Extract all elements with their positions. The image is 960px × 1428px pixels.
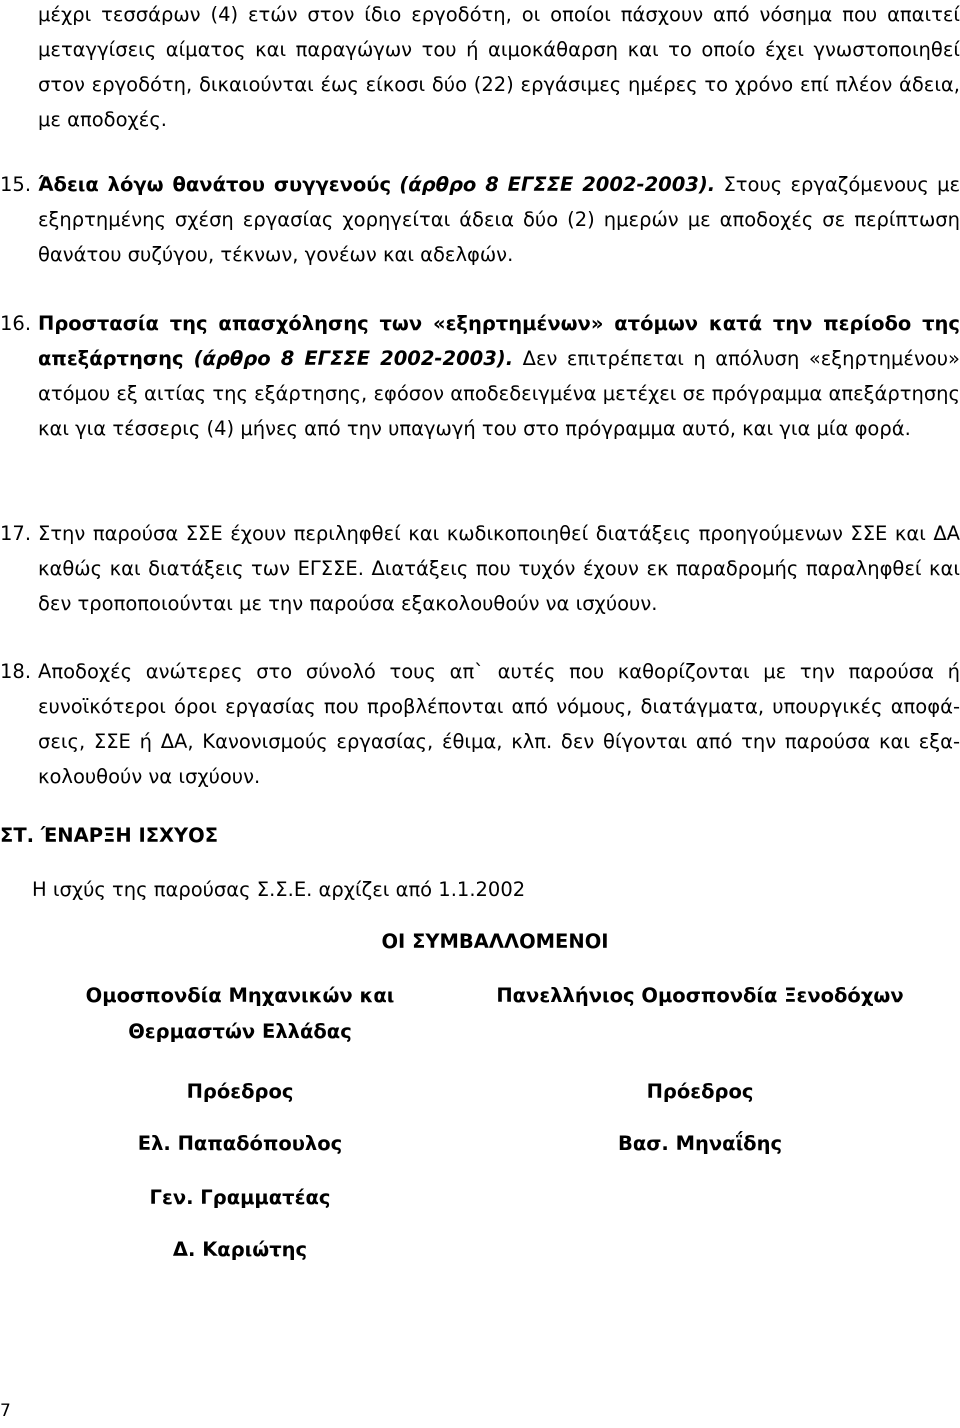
item-body: [38, 167, 960, 272]
page-number: 7: [0, 1401, 11, 1421]
left-name2: Δ. Καριώτης: [172, 1238, 308, 1261]
right-org-line1: Πανελλήνιος Ομοσπονδία Ξενοδόχων: [496, 984, 904, 1007]
item-reference: (άρθρο 8 ΕΓΣΣΕ 2002-2003).: [399, 173, 716, 196]
left-role2: Γεν. Γραμματέας: [149, 1186, 331, 1209]
item-body: [38, 306, 960, 446]
list-item-17: [0, 516, 960, 621]
item-title: Άδεια λόγω θανάτου συγγενούς: [38, 173, 392, 196]
right-name: Βασ. Μηναΐδης: [617, 1132, 783, 1155]
item-number: 17.: [0, 522, 32, 545]
item-text: Αποδοχές ανώτερες στο σύνολό τους απ` αυτές που καθορίζονται με την παρούσα ή ευνοϊκότεροι όροι εργασίας που προβλέπονται από νόμους, διατάγματα, υπουργικές αποφά-σεις, ΣΣΕ ή ΔΑ, Κανονισμούς εργασίας, έθιμα, κλπ. δεν θίγονται από την παρούσα και εξα-κολουθούν να ισχύουν.: [38, 660, 960, 788]
effective-date-text: Η ισχύς της παρούσας Σ.Σ.Ε. αρχίζει από 1.1.2002: [32, 878, 526, 901]
intro-paragraph: [38, 0, 960, 137]
item-number: 18.: [0, 660, 32, 683]
left-org-line2: Θερμαστών Ελλάδας: [128, 1020, 352, 1043]
item-number: 16.: [0, 312, 32, 335]
item-text: Δεν επιτρέπεται η απόλυση «εξηρτημένου» ατόμου εξ αιτίας της εξάρτησης, εφόσον αποδεδειγμένα μετέχει σε πρόγραμμα απεξάρτησης και για τέσσερις (4) μήνες από την υπαγωγή του στο πρόγραμμα αυτό, και για μία φορά.: [38, 347, 960, 440]
parties-heading: ΟΙ ΣΥΜΒΑΛΛΟΜΕΝΟΙ: [381, 930, 609, 953]
section-heading: ΣΤ. ΈΝΑΡΞΗ ΙΣΧΥΟΣ: [0, 824, 219, 847]
list-item-15: [0, 167, 960, 272]
item-reference: (άρθρο 8 ΕΓΣΣΕ 2002-2003).: [183, 347, 514, 370]
item-text: Στους εργαζόμενους με εξηρτημένης σχέση εργασίας χορηγείται άδεια δύο (2) ημερών με αποδοχές σε περίπτωση θανάτου συζύγου, τέκνων, γονέων και αδελφών.: [38, 173, 960, 266]
intro-text: μέχρι τεσσάρων (4) ετών στον ίδιο εργοδότη, οι οποίοι πάσχουν από νόσημα που απαιτεί μεταγγίσεις αίματος και παραγώγων του ή αιμοκάθαρση και το οποίο έχει γνωστοποιηθεί στον εργοδότη, δικαιούνται έως είκοσι δύο (22) εργάσιμες ημέρες το χρόνο επί πλέον άδεια, με αποδοχές.: [38, 3, 960, 131]
list-item-16: [0, 306, 960, 446]
right-role: Πρόεδρος: [646, 1080, 754, 1103]
item-title: Προστασία της απασχόλησης των «εξηρτημένων» ατόμων κατά την περίοδο της απεξάρτησης: [38, 312, 960, 370]
item-number: 15.: [0, 173, 32, 196]
left-org-line1: Ομοσπονδία Μηχανικών και: [85, 984, 395, 1007]
left-role: Πρόεδρος: [186, 1080, 294, 1103]
item-body: [38, 516, 960, 621]
item-text: Στην παρούσα ΣΣΕ έχουν περιληφθεί και κωδικοποιηθεί διατάξεις προηγούμενων ΣΣΕ και ΔΑ καθώς και διατάξεις των ΕΓΣΣΕ. Διατάξεις που τυχόν έχουν εκ παραδρομής παραληφθεί και δεν τροποποιούνται με την παρούσα εξακολουθούν να ισχύουν.: [38, 522, 960, 615]
item-body: [38, 654, 960, 794]
list-item-18: [0, 654, 960, 794]
left-name: Ελ. Παπαδόπουλος: [137, 1132, 343, 1155]
